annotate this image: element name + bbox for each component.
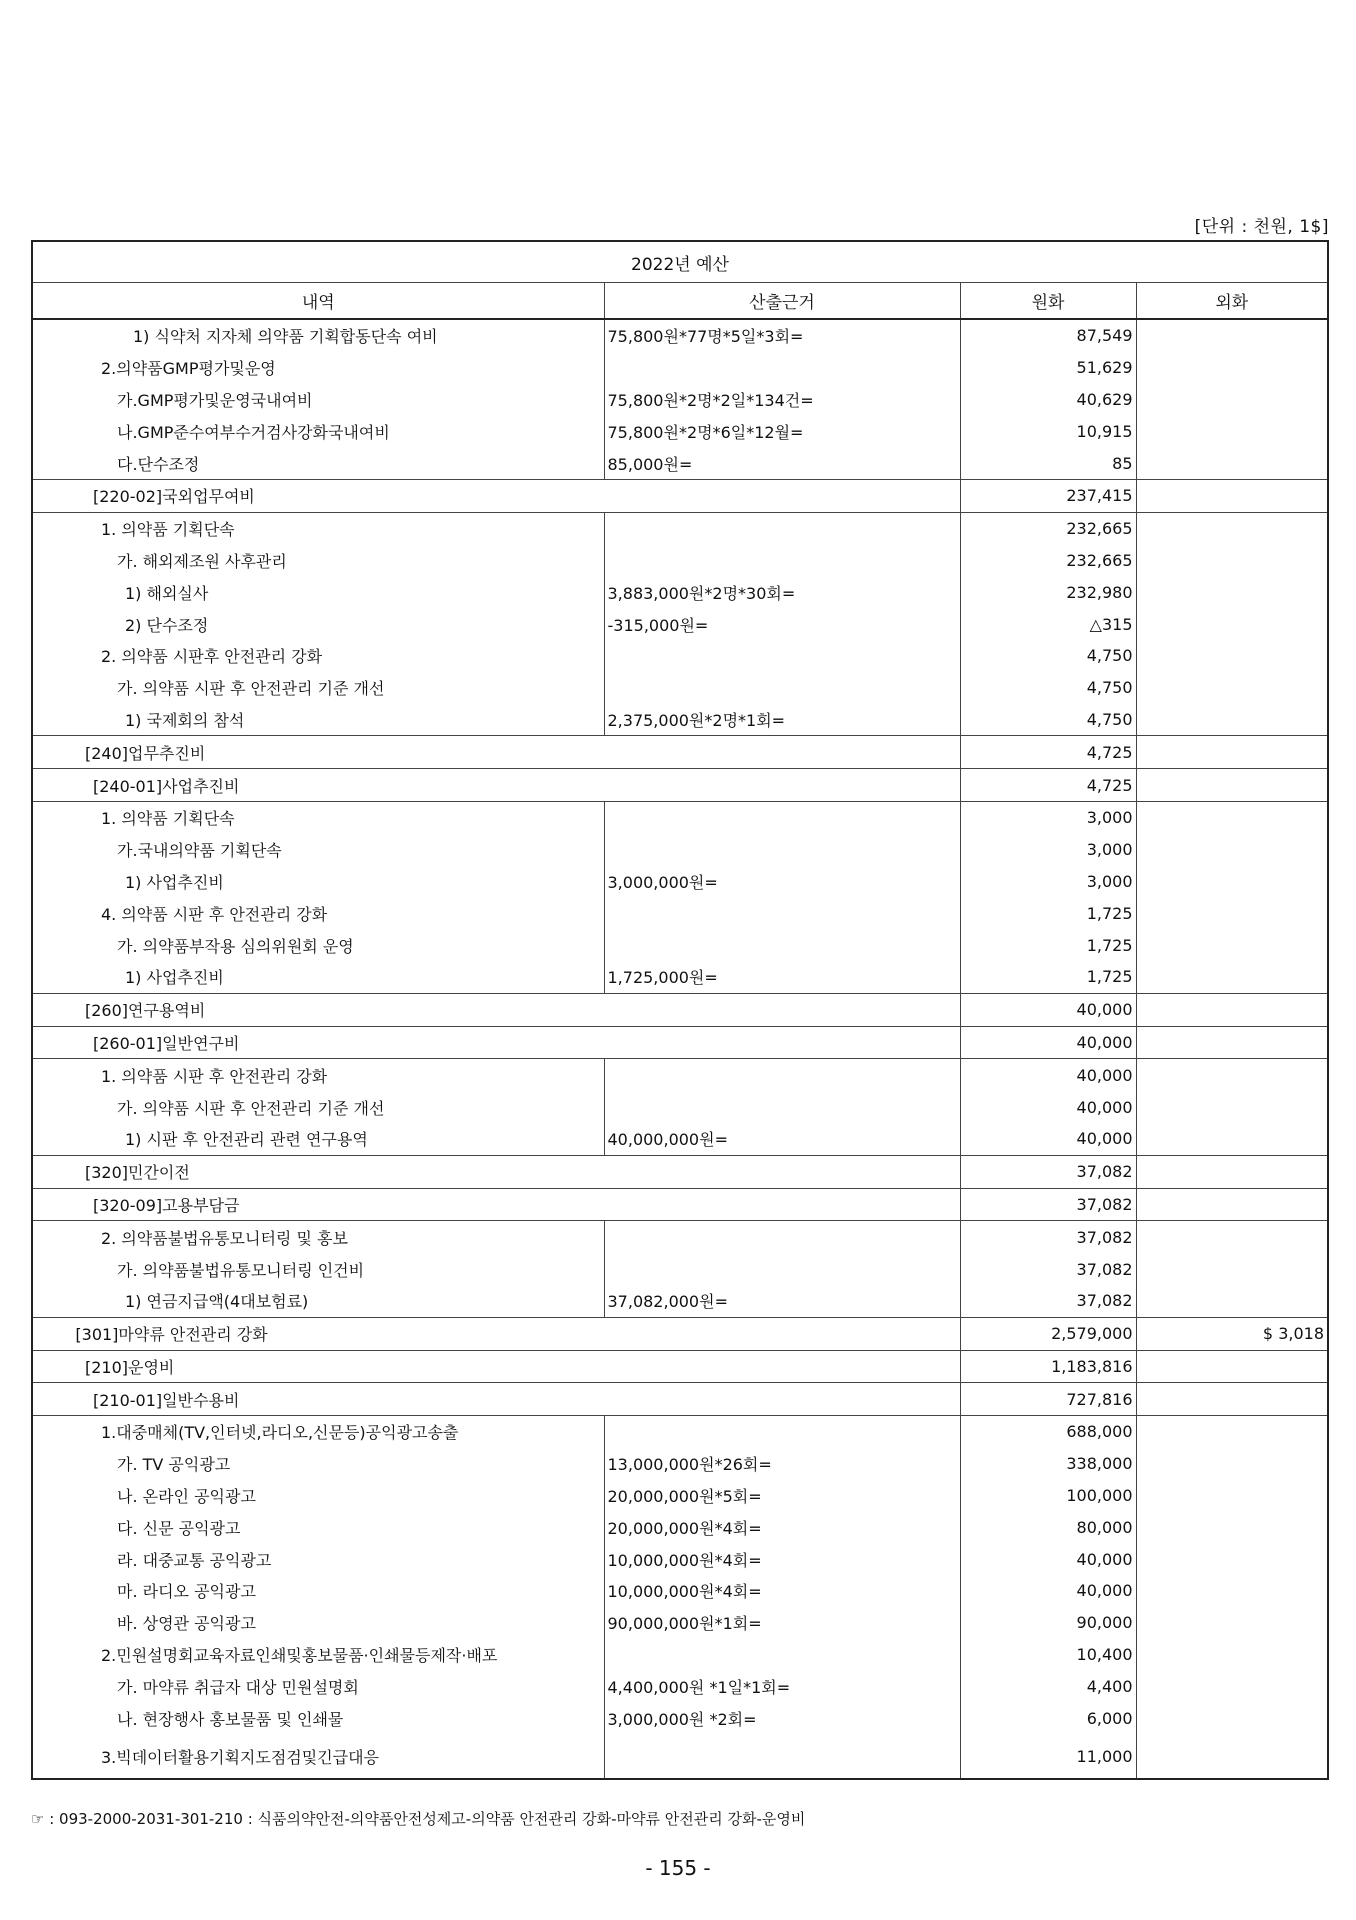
budget-body xyxy=(32,319,1328,1779)
page-number: - 155 - xyxy=(645,1856,711,1880)
row-krw: 100,000 xyxy=(960,1480,1136,1512)
row-item: [320]민간이전 xyxy=(32,1155,960,1188)
row-basis: 4,400,000원 *1일*1회= xyxy=(604,1670,960,1702)
row-foreign xyxy=(1136,866,1328,898)
row-krw: 10,915 xyxy=(960,415,1136,447)
row-basis xyxy=(604,545,960,577)
table-row xyxy=(32,961,1328,993)
row-foreign xyxy=(1136,1123,1328,1155)
row-item: 나. 온라인 공익광고 xyxy=(32,1480,604,1512)
row-basis xyxy=(604,1416,960,1448)
row-foreign xyxy=(1136,897,1328,929)
row-basis xyxy=(604,1639,960,1671)
row-item: [260]연구용역비 xyxy=(32,993,960,1026)
row-basis: 1,725,000원= xyxy=(604,961,960,993)
row-foreign xyxy=(1136,1188,1328,1221)
row-item: 다.단수조정 xyxy=(32,447,604,479)
row-item: 1) 국제회의 참석 xyxy=(32,704,604,736)
row-basis xyxy=(604,929,960,961)
row-basis: 85,000원= xyxy=(604,447,960,479)
row-foreign xyxy=(1136,545,1328,577)
row-basis xyxy=(604,1734,960,1779)
row-item: 가. TV 공익광고 xyxy=(32,1448,604,1480)
row-basis: 13,000,000원*26회= xyxy=(604,1448,960,1480)
row-item: [210]운영비 xyxy=(32,1350,960,1383)
row-foreign xyxy=(1136,447,1328,479)
row-basis: 20,000,000원*5회= xyxy=(604,1480,960,1512)
row-item: 1) 시판 후 안전관리 관련 연구용역 xyxy=(32,1123,604,1155)
row-item: 가.GMP평가및운영국내여비 xyxy=(32,384,604,416)
row-foreign xyxy=(1136,1285,1328,1317)
row-item: 가. 의약품 시판 후 안전관리 기준 개선 xyxy=(32,1091,604,1123)
row-krw: 232,980 xyxy=(960,576,1136,608)
col-header-item: 내역 xyxy=(32,283,604,320)
row-foreign xyxy=(1136,1091,1328,1123)
row-foreign xyxy=(1136,769,1328,802)
row-krw: 4,400 xyxy=(960,1670,1136,1702)
table-row xyxy=(32,479,1328,512)
table-row xyxy=(32,1091,1328,1123)
row-krw: 40,000 xyxy=(960,1123,1136,1155)
row-foreign xyxy=(1136,672,1328,704)
row-foreign xyxy=(1136,1155,1328,1188)
row-foreign xyxy=(1136,1670,1328,1702)
table-row xyxy=(32,993,1328,1026)
header-row-columns xyxy=(32,283,1328,320)
row-foreign xyxy=(1136,961,1328,993)
row-foreign xyxy=(1136,929,1328,961)
row-basis xyxy=(604,834,960,866)
row-basis xyxy=(604,640,960,672)
row-item: 4. 의약품 시판 후 안전관리 강화 xyxy=(32,897,604,929)
table-row xyxy=(32,1480,1328,1512)
row-krw: 2,579,000 xyxy=(960,1317,1136,1350)
table-row xyxy=(32,672,1328,704)
table-row xyxy=(32,352,1328,384)
table-row xyxy=(32,1155,1328,1188)
row-foreign xyxy=(1136,1607,1328,1639)
row-item: 가. 마약류 취급자 대상 민원설명회 xyxy=(32,1670,604,1702)
col-header-krw: 원화 xyxy=(960,283,1136,320)
row-item: 1. 의약품 기획단속 xyxy=(32,512,604,544)
row-item: 3.빅데이터활용기획지도점검및긴급대응 xyxy=(32,1734,604,1779)
table-row xyxy=(32,801,1328,833)
budget-table xyxy=(31,240,1329,1780)
row-krw: 1,725 xyxy=(960,897,1136,929)
table-row xyxy=(32,1253,1328,1285)
row-foreign xyxy=(1136,1448,1328,1480)
row-foreign xyxy=(1136,608,1328,640)
row-krw: 4,750 xyxy=(960,672,1136,704)
row-foreign xyxy=(1136,1221,1328,1253)
table-row xyxy=(32,1448,1328,1480)
row-foreign xyxy=(1136,834,1328,866)
row-basis: 3,883,000원*2명*30회= xyxy=(604,576,960,608)
row-foreign xyxy=(1136,352,1328,384)
row-item: [220-02]국외업무여비 xyxy=(32,479,960,512)
unit-label: [단위 : 천원, 1$] xyxy=(1194,217,1329,237)
row-item: 다. 신문 공익광고 xyxy=(32,1511,604,1543)
row-item: 라. 대중교통 공익광고 xyxy=(32,1543,604,1575)
row-item: 2. 의약품 시판후 안전관리 강화 xyxy=(32,640,604,672)
row-item: 1) 연금지급액(4대보험료) xyxy=(32,1285,604,1317)
row-item: 1. 의약품 기획단속 xyxy=(32,801,604,833)
table-row xyxy=(32,769,1328,802)
table-row xyxy=(32,1026,1328,1059)
row-foreign xyxy=(1136,1511,1328,1543)
row-basis: 40,000,000원= xyxy=(604,1123,960,1155)
row-basis xyxy=(604,352,960,384)
table-row xyxy=(32,384,1328,416)
table-row xyxy=(32,1670,1328,1702)
table-row xyxy=(32,1317,1328,1350)
table-row xyxy=(32,1059,1328,1091)
row-krw: 6,000 xyxy=(960,1702,1136,1734)
row-item: 마. 라디오 공익광고 xyxy=(32,1575,604,1607)
table-row xyxy=(32,1285,1328,1317)
row-basis: 75,800원*2명*6일*12월= xyxy=(604,415,960,447)
row-item: 1) 사업추진비 xyxy=(32,866,604,898)
row-item: 1) 해외실사 xyxy=(32,576,604,608)
row-krw: 4,725 xyxy=(960,736,1136,769)
table-row xyxy=(32,866,1328,898)
row-krw: 40,000 xyxy=(960,1091,1136,1123)
header-row-year xyxy=(32,241,1328,283)
row-foreign xyxy=(1136,384,1328,416)
row-krw: 10,400 xyxy=(960,1639,1136,1671)
row-item: [240-01]사업추진비 xyxy=(32,769,960,802)
row-foreign xyxy=(1136,704,1328,736)
row-item: 2.의약품GMP평가및운영 xyxy=(32,352,604,384)
row-basis xyxy=(604,512,960,544)
row-krw: 40,000 xyxy=(960,993,1136,1026)
row-basis: 75,800원*2명*2일*134건= xyxy=(604,384,960,416)
row-basis xyxy=(604,1091,960,1123)
row-item: 가. 의약품불법유통모니터링 인건비 xyxy=(32,1253,604,1285)
row-krw: 237,415 xyxy=(960,479,1136,512)
row-item: 2. 의약품불법유통모니터링 및 홍보 xyxy=(32,1221,604,1253)
table-row xyxy=(32,1607,1328,1639)
row-krw: 1,725 xyxy=(960,961,1136,993)
row-item: 바. 상영관 공익광고 xyxy=(32,1607,604,1639)
row-item: 가. 의약품 시판 후 안전관리 기준 개선 xyxy=(32,672,604,704)
row-basis xyxy=(604,1059,960,1091)
table-row xyxy=(32,1543,1328,1575)
row-basis xyxy=(604,897,960,929)
row-krw: 3,000 xyxy=(960,866,1136,898)
row-basis: 20,000,000원*4회= xyxy=(604,1511,960,1543)
table-row xyxy=(32,415,1328,447)
table-row xyxy=(32,1734,1328,1779)
table-row xyxy=(32,319,1328,352)
row-item: [210-01]일반수용비 xyxy=(32,1383,960,1416)
table-row xyxy=(32,897,1328,929)
row-krw: 3,000 xyxy=(960,801,1136,833)
table-row xyxy=(32,704,1328,736)
col-header-basis: 산출근거 xyxy=(604,283,960,320)
table-row xyxy=(32,1639,1328,1671)
row-krw: 40,000 xyxy=(960,1059,1136,1091)
row-item: [240]업무추진비 xyxy=(32,736,960,769)
row-krw: 338,000 xyxy=(960,1448,1136,1480)
row-item: 나. 현장행사 홍보물품 및 인쇄물 xyxy=(32,1702,604,1734)
row-basis: 2,375,000원*2명*1회= xyxy=(604,704,960,736)
row-foreign xyxy=(1136,1253,1328,1285)
row-krw: 37,082 xyxy=(960,1221,1136,1253)
table-row xyxy=(32,608,1328,640)
footnote: ☞ : 093-2000-2031-301-210 : 식품의약안전-의약품안전성제고-의약품 안전관리 강화-마약류 안전관리 강화-운영비 xyxy=(31,1810,806,1828)
table-row xyxy=(32,834,1328,866)
row-foreign xyxy=(1136,1543,1328,1575)
col-header-foreign: 외화 xyxy=(1136,283,1328,320)
table-row xyxy=(32,447,1328,479)
table-row xyxy=(32,576,1328,608)
row-item: 1) 사업추진비 xyxy=(32,961,604,993)
row-krw: 4,750 xyxy=(960,640,1136,672)
table-row xyxy=(32,1702,1328,1734)
row-foreign xyxy=(1136,993,1328,1026)
row-krw: 85 xyxy=(960,447,1136,479)
table-row xyxy=(32,1221,1328,1253)
table-row xyxy=(32,1350,1328,1383)
row-krw: 87,549 xyxy=(960,319,1136,352)
row-foreign xyxy=(1136,801,1328,833)
row-krw: 80,000 xyxy=(960,1511,1136,1543)
row-item: 가. 해외제조원 사후관리 xyxy=(32,545,604,577)
row-krw: 40,000 xyxy=(960,1543,1136,1575)
table-row xyxy=(32,1123,1328,1155)
table-row xyxy=(32,929,1328,961)
row-foreign xyxy=(1136,640,1328,672)
row-foreign xyxy=(1136,512,1328,544)
row-item: [260-01]일반연구비 xyxy=(32,1026,960,1059)
row-krw: 37,082 xyxy=(960,1253,1136,1285)
row-item: 가. 의약품부작용 심의위원회 운영 xyxy=(32,929,604,961)
row-krw: 40,629 xyxy=(960,384,1136,416)
row-basis xyxy=(604,1253,960,1285)
table-row xyxy=(32,640,1328,672)
year-title: 2022년 예산 xyxy=(32,241,1328,283)
row-basis: 37,082,000원= xyxy=(604,1285,960,1317)
row-krw: 3,000 xyxy=(960,834,1136,866)
row-krw: 40,000 xyxy=(960,1026,1136,1059)
table-row xyxy=(32,545,1328,577)
row-krw: 37,082 xyxy=(960,1285,1136,1317)
row-foreign xyxy=(1136,479,1328,512)
row-krw: 4,725 xyxy=(960,769,1136,802)
row-foreign xyxy=(1136,576,1328,608)
row-foreign xyxy=(1136,1734,1328,1779)
table-row xyxy=(32,736,1328,769)
row-foreign: $ 3,018 xyxy=(1136,1317,1328,1350)
row-krw: 11,000 xyxy=(960,1734,1136,1779)
row-krw: 37,082 xyxy=(960,1155,1136,1188)
row-basis: 10,000,000원*4회= xyxy=(604,1543,960,1575)
row-foreign xyxy=(1136,1059,1328,1091)
row-krw: 1,183,816 xyxy=(960,1350,1136,1383)
row-basis: 75,800원*77명*5일*3회= xyxy=(604,319,960,352)
table-row xyxy=(32,1188,1328,1221)
row-krw: 1,725 xyxy=(960,929,1136,961)
row-krw: 232,665 xyxy=(960,512,1136,544)
row-krw: 727,816 xyxy=(960,1383,1136,1416)
row-item: 2) 단수조정 xyxy=(32,608,604,640)
row-basis: 90,000,000원*1회= xyxy=(604,1607,960,1639)
row-krw: 4,750 xyxy=(960,704,1136,736)
row-foreign xyxy=(1136,319,1328,352)
row-item: [301]마약류 안전관리 강화 xyxy=(32,1317,960,1350)
table-row xyxy=(32,1575,1328,1607)
row-basis xyxy=(604,1221,960,1253)
row-foreign xyxy=(1136,1575,1328,1607)
row-basis: 3,000,000원 *2회= xyxy=(604,1702,960,1734)
row-basis xyxy=(604,672,960,704)
row-basis xyxy=(604,801,960,833)
row-item: 1. 의약품 시판 후 안전관리 강화 xyxy=(32,1059,604,1091)
row-item: 가.국내의약품 기획단속 xyxy=(32,834,604,866)
row-foreign xyxy=(1136,736,1328,769)
row-foreign xyxy=(1136,1416,1328,1448)
row-krw: △315 xyxy=(960,608,1136,640)
row-item: 1) 식약처 지자체 의약품 기획합동단속 여비 xyxy=(32,319,604,352)
row-basis: -315,000원= xyxy=(604,608,960,640)
row-foreign xyxy=(1136,1383,1328,1416)
row-basis: 3,000,000원= xyxy=(604,866,960,898)
row-item: [320-09]고용부담금 xyxy=(32,1188,960,1221)
row-foreign xyxy=(1136,1639,1328,1671)
table-row xyxy=(32,1383,1328,1416)
table-row xyxy=(32,512,1328,544)
row-foreign xyxy=(1136,415,1328,447)
row-krw: 90,000 xyxy=(960,1607,1136,1639)
row-krw: 232,665 xyxy=(960,545,1136,577)
row-krw: 51,629 xyxy=(960,352,1136,384)
row-foreign xyxy=(1136,1702,1328,1734)
table-row xyxy=(32,1511,1328,1543)
row-foreign xyxy=(1136,1350,1328,1383)
row-krw: 40,000 xyxy=(960,1575,1136,1607)
row-krw: 688,000 xyxy=(960,1416,1136,1448)
row-item: 나.GMP준수여부수거검사강화국내여비 xyxy=(32,415,604,447)
row-basis: 10,000,000원*4회= xyxy=(604,1575,960,1607)
row-foreign xyxy=(1136,1480,1328,1512)
row-foreign xyxy=(1136,1026,1328,1059)
row-item: 2.민원설명회교육자료인쇄및홍보물품·인쇄물등제작·배포 xyxy=(32,1639,604,1671)
table-row xyxy=(32,1416,1328,1448)
row-item: 1.대중매체(TV,인터넷,라디오,신문등)공익광고송출 xyxy=(32,1416,604,1448)
row-krw: 37,082 xyxy=(960,1188,1136,1221)
